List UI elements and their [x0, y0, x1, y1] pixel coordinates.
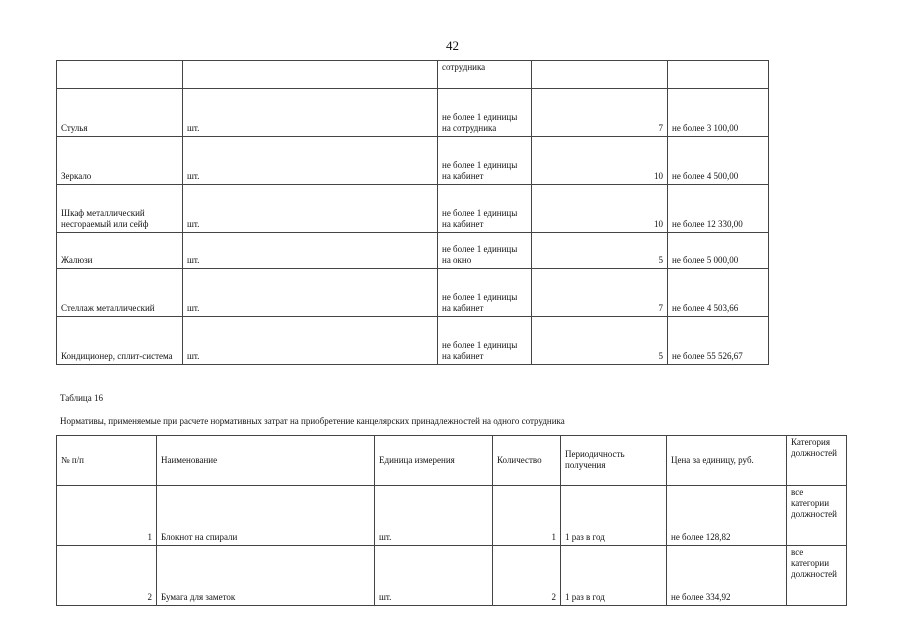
header-category: Категория должностей [787, 436, 847, 486]
table-row [57, 233, 769, 269]
item-unit: шт. [183, 137, 438, 185]
item-name [57, 61, 183, 89]
row-price: не более 128,82 [667, 486, 787, 546]
item-quantity: 5 [532, 233, 668, 269]
table-row [57, 185, 769, 233]
item-quantity: 7 [532, 89, 668, 137]
stationery-norms-table [56, 435, 847, 606]
header-unit: Единица измерения [375, 436, 493, 486]
item-norm: не более 1 единицы на кабинет [438, 185, 532, 233]
item-name: Шкаф металлический несгораемый или сейф [57, 185, 183, 233]
item-price: не более 4 503,66 [668, 269, 769, 317]
item-unit: шт. [183, 269, 438, 317]
item-norm: не более 1 единицы на окно [438, 233, 532, 269]
header-num: № п/п [57, 436, 157, 486]
table-header-row [57, 436, 847, 486]
row-quantity: 1 [493, 486, 561, 546]
row-name: Блокнот на спирали [157, 486, 375, 546]
item-name: Стулья [57, 89, 183, 137]
table-row [57, 546, 847, 606]
item-price: не более 3 100,00 [668, 89, 769, 137]
row-category: все категории должностей [787, 486, 847, 546]
row-period: 1 раз в год [561, 486, 667, 546]
item-quantity: 10 [532, 137, 668, 185]
item-unit [183, 61, 438, 89]
table-row [57, 486, 847, 546]
furniture-norms-table [56, 60, 769, 365]
item-unit: шт. [183, 317, 438, 365]
item-name: Жалюзи [57, 233, 183, 269]
row-name: Бумага для заметок [157, 546, 375, 606]
table-row [57, 269, 769, 317]
item-norm: сотрудника [438, 61, 532, 89]
row-unit: шт. [375, 486, 493, 546]
item-price: не более 12 330,00 [668, 185, 769, 233]
item-norm: не более 1 единицы на кабинет [438, 317, 532, 365]
row-num: 1 [57, 486, 157, 546]
table-title: Нормативы, применяемые при расчете нормативных затрат на приобретение канцелярских принадлежностей на одного сотрудника [60, 416, 565, 426]
table-label: Таблица 16 [60, 393, 103, 403]
item-quantity [532, 61, 668, 89]
item-name: Кондиционер, сплит-система [57, 317, 183, 365]
header-name: Наименование [157, 436, 375, 486]
table-row [57, 89, 769, 137]
item-norm: не более 1 единицы на сотрудника [438, 89, 532, 137]
row-unit: шт. [375, 546, 493, 606]
item-price: не более 55 526,67 [668, 317, 769, 365]
row-quantity: 2 [493, 546, 561, 606]
page-number: 42 [446, 38, 459, 53]
item-quantity: 5 [532, 317, 668, 365]
item-unit: шт. [183, 89, 438, 137]
header-quantity: Количество [493, 436, 561, 486]
item-name: Стеллаж металлический [57, 269, 183, 317]
item-norm: не более 1 единицы на кабинет [438, 269, 532, 317]
item-quantity: 7 [532, 269, 668, 317]
item-norm: не более 1 единицы на кабинет [438, 137, 532, 185]
item-quantity: 10 [532, 185, 668, 233]
row-category: все категории должностей [787, 546, 847, 606]
row-num: 2 [57, 546, 157, 606]
row-period: 1 раз в год [561, 546, 667, 606]
header-period: Периодичность получения [561, 436, 667, 486]
header-price: Цена за единицу, руб. [667, 436, 787, 486]
item-unit: шт. [183, 185, 438, 233]
row-price: не более 334,92 [667, 546, 787, 606]
item-name: Зеркало [57, 137, 183, 185]
table-row [57, 137, 769, 185]
item-price [668, 61, 769, 89]
item-price: не более 5 000,00 [668, 233, 769, 269]
table-row [57, 317, 769, 365]
table-row [57, 61, 769, 89]
item-unit: шт. [183, 233, 438, 269]
item-price: не более 4 500,00 [668, 137, 769, 185]
